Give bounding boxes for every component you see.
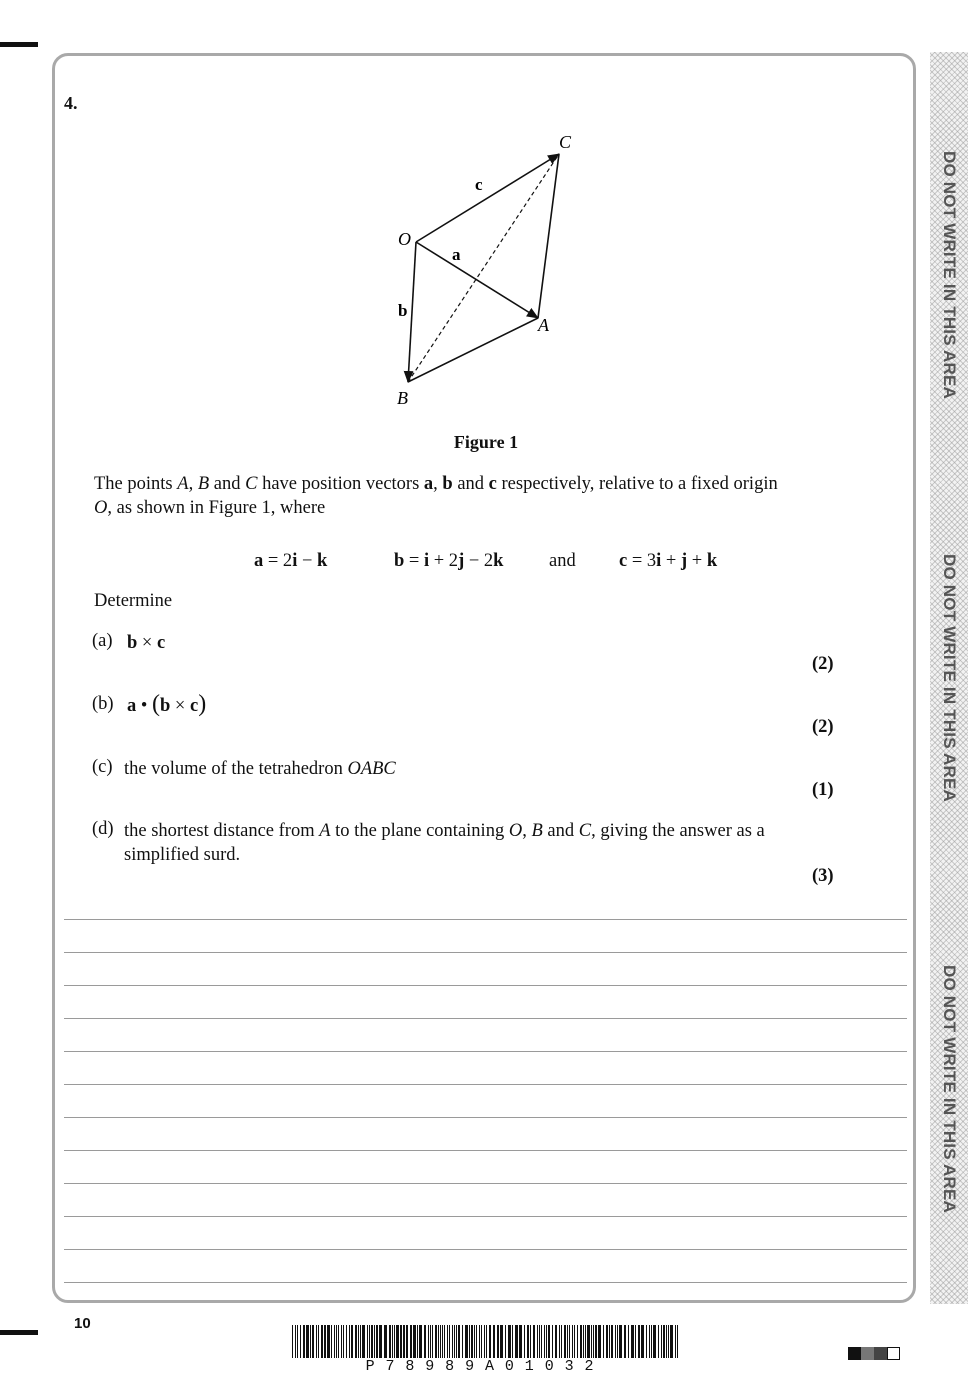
margin-warning-bottom: DO NOT WRITE IN THIS AREA [940,964,959,1214]
answer-line[interactable] [64,1018,907,1019]
barcode-bar [428,1325,429,1358]
edge-ca-line [538,154,559,318]
barcode-bar [628,1325,629,1358]
barcode-bar [406,1325,408,1358]
barcode-bar [505,1325,506,1358]
barcode-bar [394,1325,395,1358]
corner-block [874,1347,887,1360]
barcode-bar [349,1325,350,1358]
barcode-bar [519,1325,522,1358]
vector-oa-line [416,242,538,318]
barcode-bar [670,1325,673,1358]
barcode-bar [367,1325,368,1358]
barcode-bar [435,1325,437,1358]
barcode-bar [493,1325,495,1358]
barcode-bar [438,1325,439,1358]
barcode-bar [552,1325,553,1358]
barcode-bar [593,1325,594,1358]
barcode-bar [615,1325,616,1358]
corner-block [887,1347,900,1360]
barcode-bar [392,1325,393,1358]
barcode-bar [292,1325,293,1358]
barcode-bar [591,1325,592,1358]
barcode-bar [544,1325,545,1358]
barcode-bar [324,1325,326,1358]
barcode-bar [569,1325,570,1358]
barcode-bar [327,1325,330,1358]
barcode-bar [417,1325,418,1358]
answer-line[interactable] [64,919,907,920]
barcode-bar [474,1325,475,1358]
barcode-bar [546,1325,547,1358]
answer-line[interactable] [64,1084,907,1085]
barcode-bar [400,1325,402,1358]
part-d-text: the shortest distance from A to the plane containing O, B and C, giving the answer as a simplified surd. [124,821,765,865]
vector-label-b: b [398,301,408,320]
vector-label-c: c [475,175,483,194]
barcode-bar [512,1325,513,1358]
edge-ab-line [408,318,538,382]
barcode-bar [624,1325,626,1358]
barcode-bar [577,1325,578,1358]
barcode-bar [316,1325,317,1358]
point-label-a: A [538,315,549,335]
barcode-bar [318,1325,319,1358]
barcode-bar [508,1325,511,1358]
barcode-bar [310,1325,311,1358]
barcode-bar [351,1325,353,1358]
part-a-text: b × c [127,633,166,653]
vector-label-a: a [452,245,461,264]
barcode-bar [663,1325,665,1358]
barcode-bar [419,1325,422,1358]
barcode-bar [456,1325,457,1358]
barcode-bar [454,1325,455,1358]
corner-block [861,1347,874,1360]
barcode-bar [668,1325,669,1358]
barcode-bar [574,1325,575,1358]
barcode-bar [541,1325,542,1358]
barcode-bar [484,1325,485,1358]
barcode-bar [306,1325,309,1358]
barcode-bar [677,1325,678,1358]
barcode-bar [334,1325,335,1358]
barcode-bar [481,1325,482,1358]
barcode-bar [609,1325,610,1358]
barcode-bar [515,1325,518,1358]
part-d-marks: (3) [812,866,834,886]
barcode-bar [432,1325,433,1358]
margin-warning-top: DO NOT WRITE IN THIS AREA [940,150,959,400]
barcode-bar [598,1325,601,1358]
barcode-bar [295,1325,296,1358]
barcode-bar [440,1325,441,1358]
barcode-bar [595,1325,597,1358]
vector-oc-line [416,154,559,242]
barcode-bar [331,1325,332,1358]
barcode-bar [651,1325,652,1358]
answer-line[interactable] [64,1249,907,1250]
barcode-bar [585,1325,586,1358]
margin-warning-middle: DO NOT WRITE IN THIS AREA [940,553,959,803]
point-label-b: B [397,388,408,408]
barcode-bar [649,1325,650,1358]
registration-mark-bottom [0,1330,38,1335]
answer-line[interactable] [64,985,907,986]
vector-a-definition: a = 2i − k [254,551,328,571]
barcode-bar [572,1325,573,1358]
part-b-label: (b) [92,694,114,714]
answer-line[interactable] [64,1216,907,1217]
barcode-bar [371,1325,373,1358]
part-c-text: the volume of the tetrahedron OABC [124,759,396,779]
barcode-bar [413,1325,416,1358]
barcode-bar [338,1325,339,1358]
point-label-c: C [559,132,572,152]
barcode-bar [611,1325,613,1358]
barcode-bar [449,1325,450,1358]
page-number: 10 [74,1315,91,1332]
barcode-bar [564,1325,566,1358]
barcode-bar [583,1325,584,1358]
barcode-bar [343,1325,344,1358]
part-a-label: (a) [92,631,113,651]
figure-caption: Figure 1 [453,432,519,452]
barcode-bar [321,1325,323,1358]
barcode-bar [489,1325,491,1358]
barcode-text: P78989A01032 [365,1358,605,1375]
corner-block [848,1347,861,1360]
barcode-bar [469,1325,470,1358]
barcode-bar [360,1325,361,1358]
barcode-bar [362,1325,365,1358]
barcode-bar [580,1325,582,1358]
barcode-bar [497,1325,499,1358]
point-label-o: O [398,229,411,249]
and-word: and [549,551,576,571]
barcode-bar [646,1325,647,1358]
barcode-bar [424,1325,426,1358]
barcode-bar [341,1325,342,1358]
barcode-bar [346,1325,347,1358]
barcode-bar [524,1325,525,1358]
barcode-bar [374,1325,375,1358]
barcode-bar [471,1325,473,1358]
barcode-bar [430,1325,431,1358]
barcode-bar [358,1325,359,1358]
barcode-bar [661,1325,662,1358]
figure-1-diagram [0,0,968,420]
barcode-bar [675,1325,676,1358]
barcode-bar [458,1325,460,1358]
barcode-bar [603,1325,604,1358]
part-b-text: a • (b × c) [127,691,207,717]
barcode-bar [537,1325,538,1358]
barcode-bar [389,1325,391,1358]
barcode-bar [561,1325,562,1358]
part-b-marks: (2) [812,717,834,737]
barcode-bar [617,1325,618,1358]
barcode-bar [369,1325,370,1358]
barcode-bar [442,1325,443,1358]
page-corner-blocks [848,1347,900,1360]
answer-line[interactable] [64,1051,907,1052]
barcode-bar [533,1325,535,1358]
barcode [292,1325,678,1358]
vector-c-definition: c = 3i + j + k [619,551,718,571]
answer-line[interactable] [64,1150,907,1151]
answer-line[interactable] [64,952,907,953]
barcode-bar [312,1325,314,1358]
barcode-bar [452,1325,453,1358]
barcode-bar [479,1325,480,1358]
barcode-bar [476,1325,477,1358]
barcode-bar [559,1325,560,1358]
barcode-bar [410,1325,412,1358]
barcode-bar [336,1325,337,1358]
barcode-bar [500,1325,503,1358]
barcode-bar [548,1325,550,1358]
barcode-bar [403,1325,405,1358]
barcode-bar [658,1325,659,1358]
barcode-bar [587,1325,590,1358]
barcode-bar [462,1325,463,1358]
barcode-bar [396,1325,399,1358]
barcode-bar [567,1325,568,1358]
part-c-marks: (1) [812,780,834,800]
vector-b-definition: b = i + 2j − 2k [394,551,504,571]
barcode-bar [666,1325,667,1358]
barcode-bar [379,1325,382,1358]
barcode-bar [555,1325,557,1358]
edge-bc-dashed-line [408,154,559,382]
barcode-bar [376,1325,378,1358]
barcode-bar [641,1325,644,1358]
determine-instruction: Determine [94,591,173,611]
barcode-bar [303,1325,305,1358]
barcode-bar [619,1325,622,1358]
answer-line[interactable] [64,1183,907,1184]
part-a-marks: (2) [812,654,834,674]
answer-line[interactable] [64,1117,907,1118]
barcode-bar [527,1325,529,1358]
part-d-label: (d) [92,819,114,839]
barcode-bar [355,1325,357,1358]
barcode-bar [384,1325,387,1358]
question-intro: The points A, B and C have position vectors a, b and c respectively, relative to a fixed origin O, as shown in Figure 1, where [94,474,778,518]
barcode-bar [606,1325,608,1358]
question-number: 4. [64,93,78,113]
barcode-bar [635,1325,636,1358]
barcode-bar [530,1325,531,1358]
barcode-bar [638,1325,640,1358]
barcode-bar [486,1325,487,1358]
barcode-bar [631,1325,634,1358]
barcode-bar [447,1325,448,1358]
barcode-bar [653,1325,656,1358]
barcode-bar [539,1325,540,1358]
barcode-bar [297,1325,298,1358]
part-c-label: (c) [92,757,113,777]
barcode-bar [465,1325,468,1358]
barcode-bar [444,1325,445,1358]
vector-ob-line [408,242,416,382]
answer-line[interactable] [64,1282,907,1283]
barcode-bar [300,1325,301,1358]
